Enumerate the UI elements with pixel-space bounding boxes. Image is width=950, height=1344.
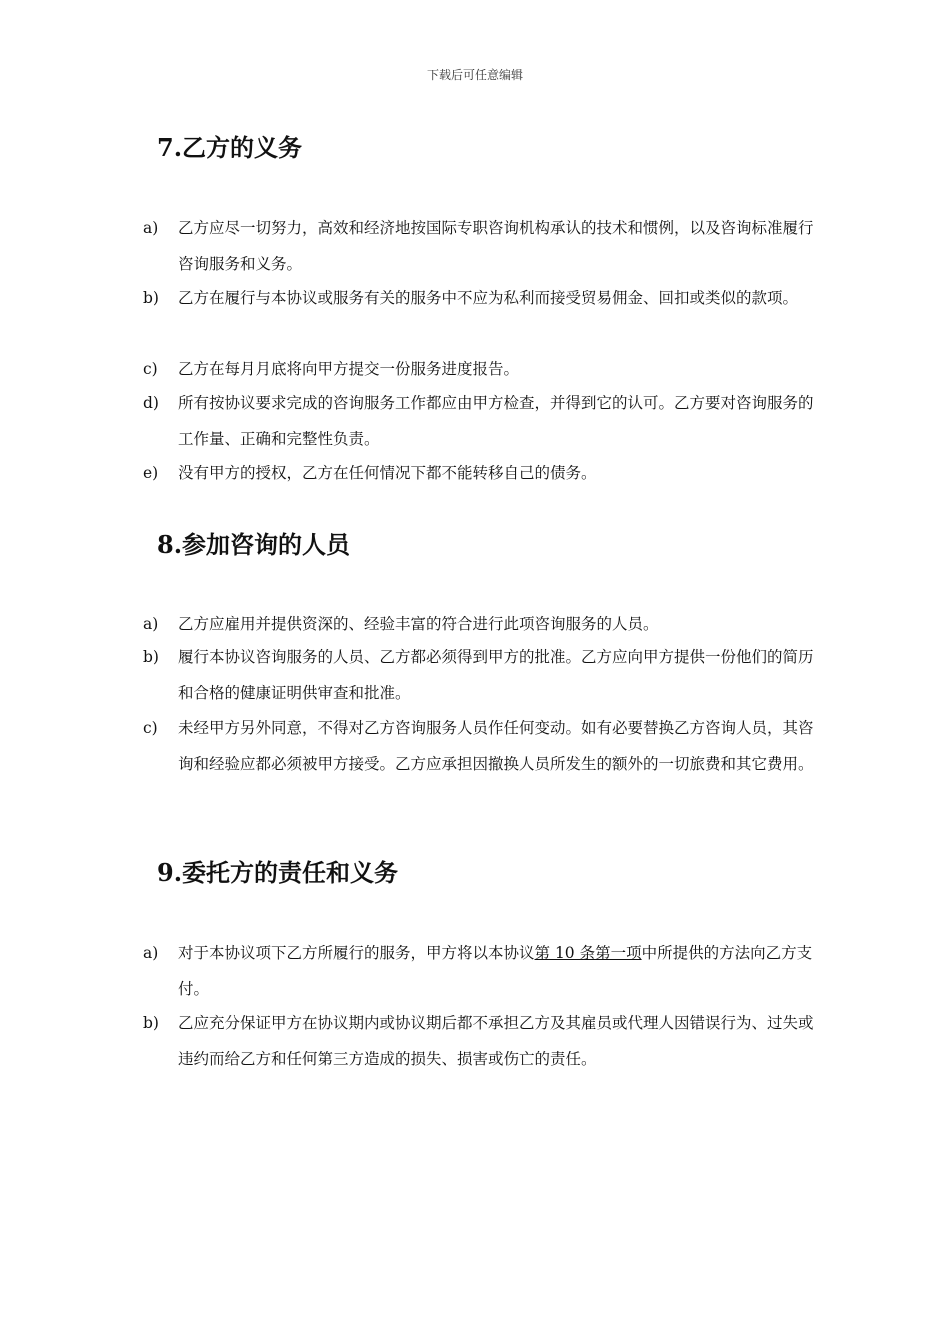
item-marker: c): [143, 719, 158, 737]
item-marker: b): [143, 289, 159, 307]
section-title-7: 7.乙方的义务: [157, 133, 303, 162]
item-text: 所有按协议要求完成的咨询服务工作都应由甲方检查，并得到它的认可。乙方要对咨询服务的工作量、正确和完整性负责。: [178, 394, 814, 448]
item-marker: b): [143, 648, 159, 666]
list-item: [143, 647, 823, 711]
item-text: 未经甲方另外同意，不得对乙方咨询服务人员作任何变动。如有必要替换乙方咨询人员，其咨询和经验应都必须被甲方接受。乙方应承担因撤换人员所发生的额外的一切旅费和其它费用。: [178, 719, 814, 773]
item-marker: c): [143, 360, 158, 378]
item-marker: b): [143, 1014, 159, 1032]
list-item: [143, 218, 823, 282]
clause-reference: 第 10 条第一项: [534, 944, 642, 962]
item-text: 乙方在履行与本协议或服务有关的服务中不应为私利而接受贸易佣金、回扣或类似的款项。: [178, 289, 799, 307]
item-text: [178, 935, 823, 1007]
list-item: [143, 718, 823, 782]
list-item: [143, 393, 823, 457]
list-item: [143, 359, 823, 387]
item-text: 乙应充分保证甲方在协议期内或协议期后都不承担乙方及其雇员或代理人因错误行为、过失或违约而给乙方和任何第三方造成的损失、损害或伤亡的责任。: [178, 1014, 814, 1068]
item-marker: a): [143, 615, 159, 633]
item-text-before: 对于本协议项下乙方所履行的服务，甲方将以本协议: [178, 944, 535, 962]
item-text: 没有甲方的授权，乙方在任何情况下都不能转移自己的债务。: [178, 464, 597, 482]
list-item: [143, 463, 823, 491]
item-text: 乙方应尽一切努力，高效和经济地按国际专职咨询机构承认的技术和惯例，以及咨询标准履行咨询服务和义务。: [178, 219, 814, 273]
section-title-8: 8.参加咨询的人员: [157, 530, 351, 559]
item-marker: e): [143, 464, 159, 482]
section-title-9: 9.委托方的责任和义务: [157, 858, 399, 887]
item-text: 乙方应雇用并提供资深的、经验丰富的符合进行此项咨询服务的人员。: [178, 615, 659, 633]
item-marker: d): [143, 394, 159, 412]
item-marker: a): [143, 944, 159, 962]
list-item: [143, 1013, 823, 1077]
item-marker: a): [143, 219, 159, 237]
header-note: 下载后可任意编辑: [426, 68, 523, 82]
list-item: [143, 288, 823, 316]
item-text-after: 中所提供的方法向乙方支付。: [178, 944, 813, 998]
list-item: [143, 614, 823, 642]
item-text: 履行本协议咨询服务的人员、乙方都必须得到甲方的批准。乙方应向甲方提供一份他们的简历和合格的健康证明供审查和批准。: [178, 648, 814, 702]
list-item: [143, 943, 823, 1007]
item-text: 乙方在每月月底将向甲方提交一份服务进度报告。: [178, 360, 520, 378]
